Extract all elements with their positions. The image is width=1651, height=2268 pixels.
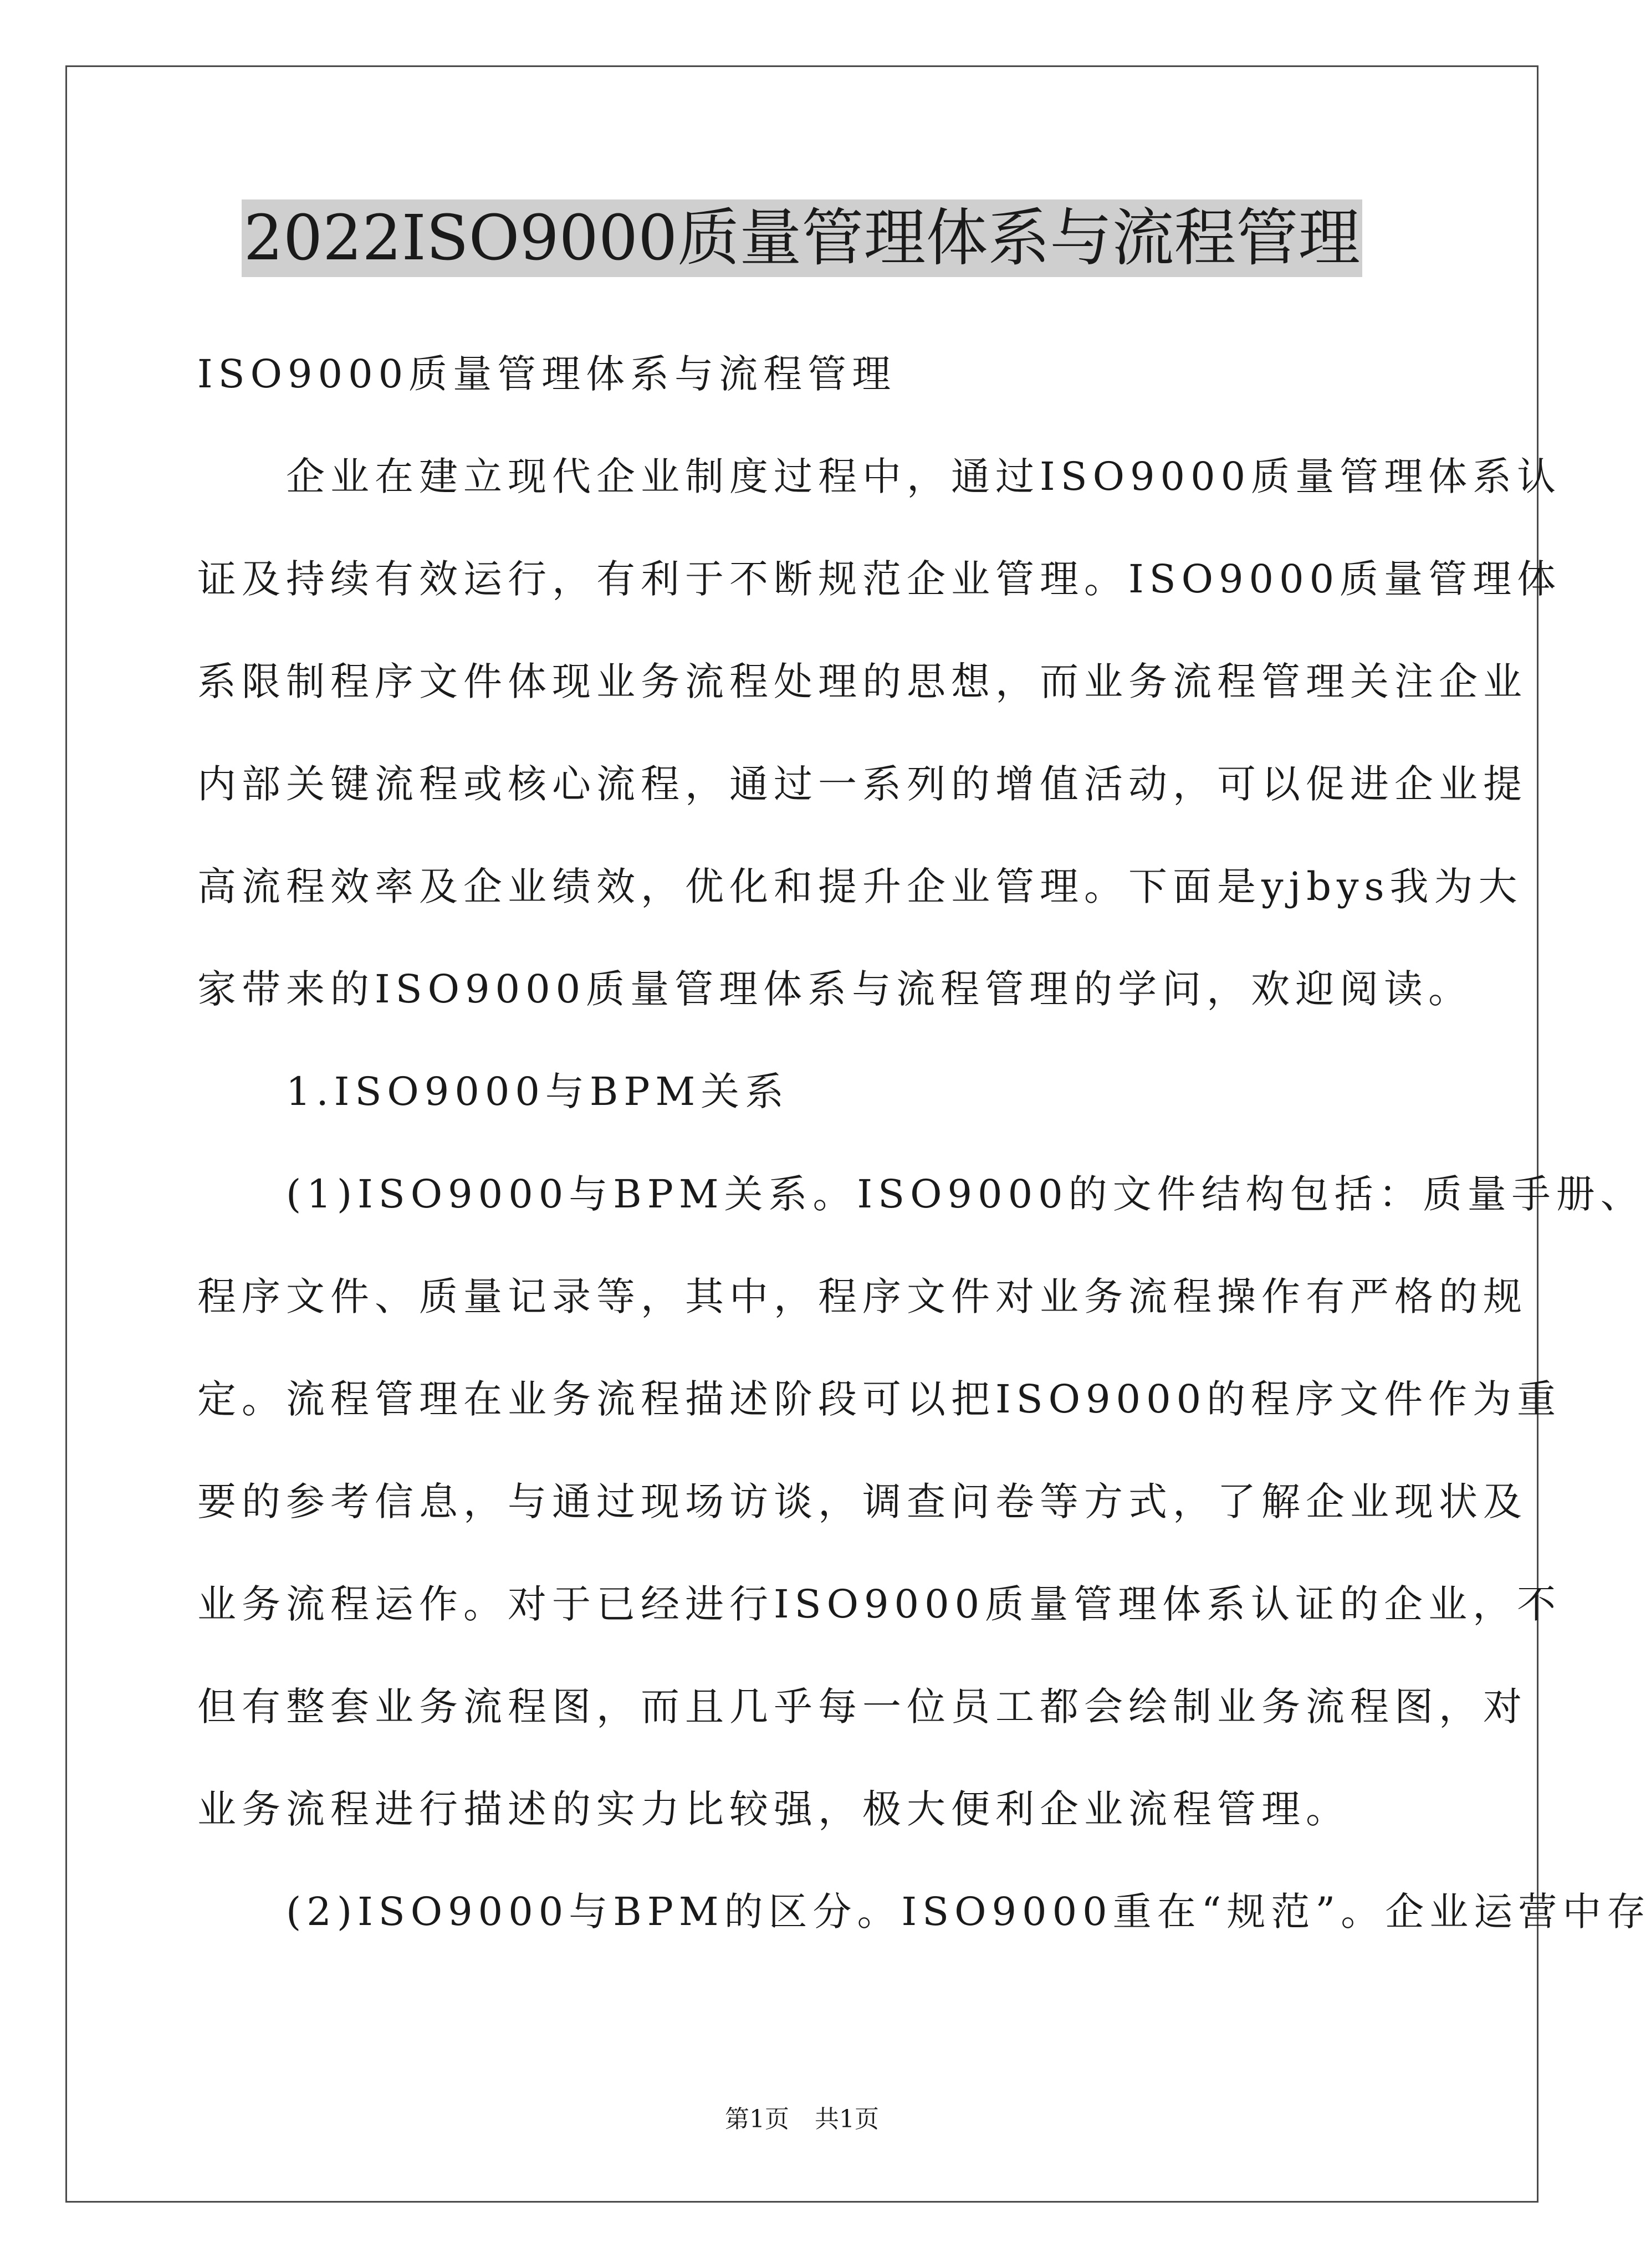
paragraph-line: 企业在建立现代企业制度过程中，通过ISO9000质量管理体系认 [197, 454, 1562, 499]
paragraph-line: 证及持续有效运行，有利于不断规范企业管理。ISO9000质量管理体 [197, 556, 1562, 602]
paragraph-line: 家带来的ISO9000质量管理体系与流程管理的学问，欢迎阅读。 [197, 966, 1473, 1012]
paragraph-line: 内部关键流程或核心流程，通过一系列的增值活动，可以促进企业提 [197, 761, 1527, 807]
paragraph-line: 定。流程管理在业务流程描述阶段可以把ISO9000的程序文件作为重 [197, 1376, 1562, 1422]
page-footer [0, 2103, 1604, 2136]
paragraph-line: 业务流程运作。对于已经进行ISO9000质量管理体系认证的企业，不 [197, 1581, 1562, 1627]
paragraph-line: 系限制程序文件体现业务流程处理的思想，而业务流程管理关注企业 [197, 659, 1527, 704]
paragraph-line: 要的参考信息，与通过现场访谈，调查问卷等方式，了解企业现状及 [197, 1479, 1527, 1524]
document-title: 2022ISO9000质量管理体系与流程管理 [242, 199, 1363, 277]
paragraph-line: 业务流程进行描述的实力比较强，极大便利企业流程管理。 [197, 1786, 1350, 1832]
page-number: 第1页 [725, 2105, 789, 2133]
paragraph-line: 但有整套业务流程图，而且几乎每一位员工都会绘制业务流程图，对 [197, 1684, 1527, 1729]
document-subtitle: ISO9000质量管理体系与流程管理 [197, 351, 897, 397]
paragraph-line: 高流程效率及企业绩效，优化和提升企业管理。下面是yjbys我为大 [197, 864, 1523, 909]
page-total: 共1页 [815, 2105, 879, 2133]
document-title-container [0, 199, 1604, 277]
paragraph-line: (1)ISO9000与BPM关系。ISO9000的文件结构包括：质量手册、 [197, 1171, 1645, 1217]
paragraph-line: (2)ISO9000与BPM的区分。ISO9000重在“规范”。企业运营中存 [197, 1889, 1651, 1934]
paragraph-line: 程序文件、质量记录等，其中，程序文件对业务流程操作有严格的规 [197, 1274, 1527, 1319]
section-heading: 1.ISO9000与BPM关系 [197, 1069, 790, 1114]
